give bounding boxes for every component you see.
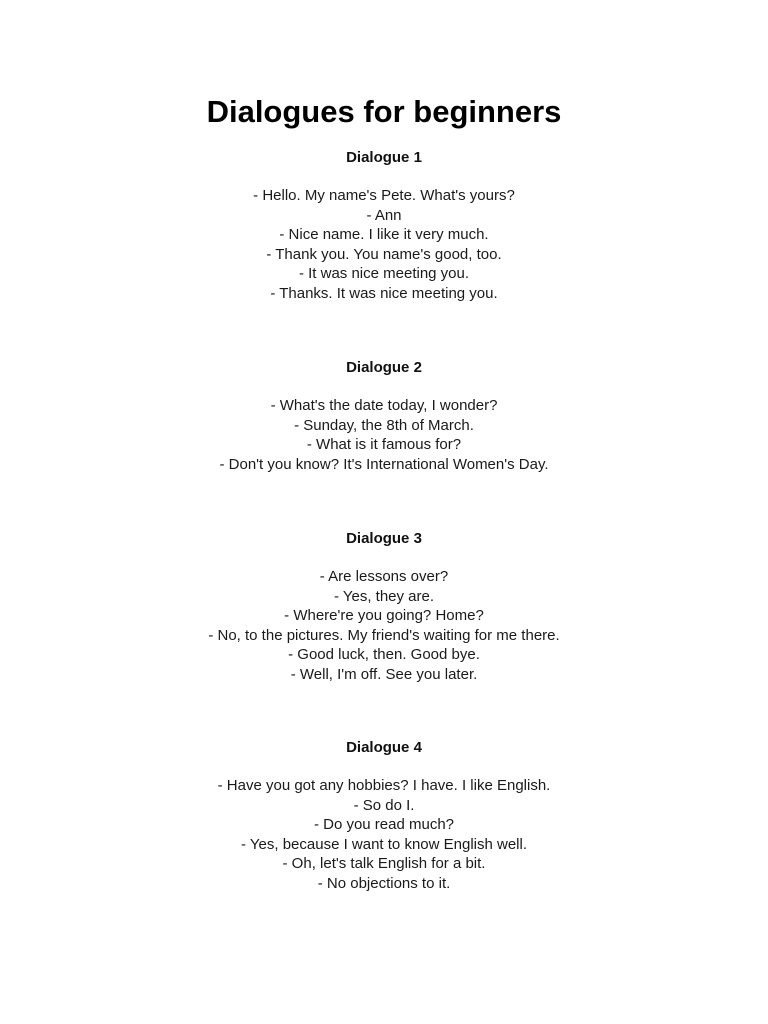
dialogue-line: - Do you read much? [313,816,455,833]
dialogue-line: - Don't you know? It's International Women's Day. [219,455,549,473]
dialogue-section-3 [0,529,768,684]
dialogue-line: - Thank you. You name's good, too. [266,245,502,263]
dialogue-line: - Ann [366,206,402,224]
dialogue-line: - Good luck, then. Good bye. [288,646,480,663]
dialogue-line: - Thanks. It was nice meeting you. [270,284,498,302]
dialogue-section-1 [0,148,768,303]
dialogue-line: - No, to the pictures. My friend's waiting for me there. [208,626,560,644]
dialogue-line: - Well, I'm off. See you later. [290,665,478,683]
dialogue-line: - Hello. My name's Pete. What's yours? [253,187,515,204]
dialogue-line: - Sunday, the 8th of March. [294,416,474,434]
dialogue-lines [0,396,768,474]
dialogue-heading: Dialogue 2 [346,359,422,376]
dialogue-heading: Dialogue 3 [346,530,422,547]
dialogue-line: - Have you got any hobbies? I have. I like English. [217,777,551,794]
dialogue-line: - Yes, because I want to know English well. [241,835,527,853]
dialogue-lines [0,186,768,303]
dialogue-line: - So do I. [353,796,415,814]
dialogue-line: - No objections to it. [317,874,451,892]
dialogue-section-2 [0,358,768,474]
document-title: Dialogues for beginners [206,94,562,129]
dialogue-line: - What's the date today, I wonder? [270,397,498,414]
dialogue-heading: Dialogue 1 [346,149,422,166]
dialogue-lines [0,776,768,893]
dialogue-line: - Yes, they are. [333,587,435,605]
dialogue-heading: Dialogue 4 [346,739,422,756]
dialogue-line: - What is it famous for? [306,436,462,453]
dialogue-line: - Are lessons over? [319,568,449,585]
dialogue-lines [0,567,768,684]
dialogue-line: - Nice name. I like it very much. [279,226,489,243]
dialogue-line: - Where're you going? Home? [284,607,484,624]
dialogue-line: - Oh, let's talk English for a bit. [282,855,486,872]
dialogue-line: - It was nice meeting you. [298,265,470,282]
dialogue-section-4 [0,738,768,893]
